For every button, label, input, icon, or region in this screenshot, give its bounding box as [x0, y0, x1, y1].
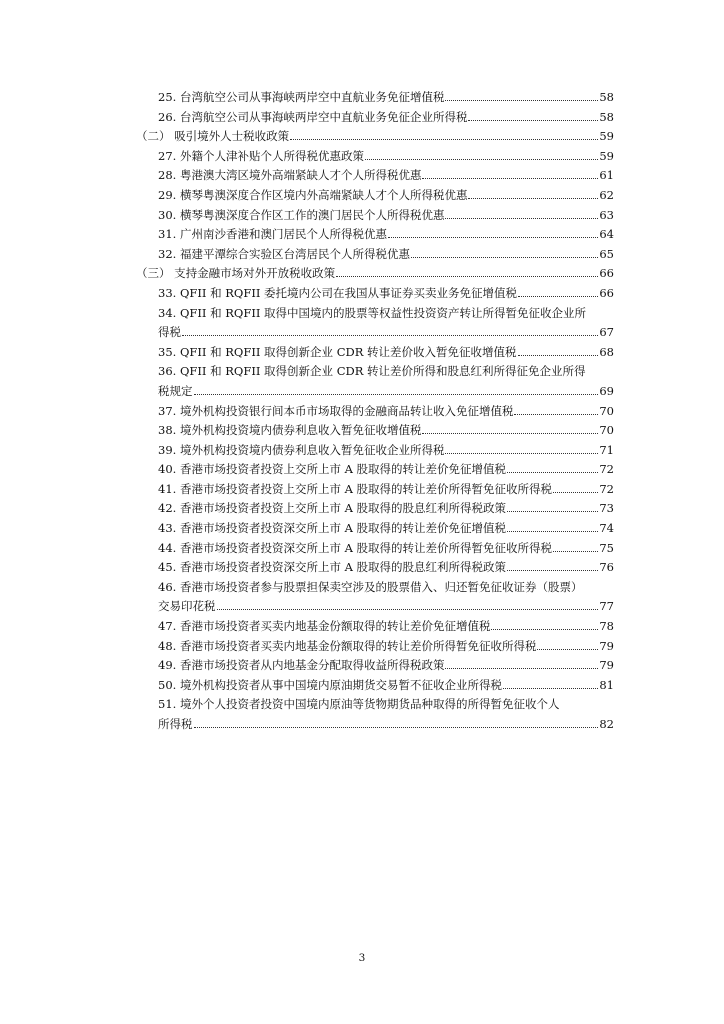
toc-entry[interactable]: [0, 421, 724, 441]
dot-leader: [507, 511, 598, 512]
toc-page-number: 63: [599, 207, 614, 222]
toc-entry-title-continued: 交易印花税: [158, 599, 216, 614]
toc-page-number: 59: [599, 148, 614, 163]
toc-entry[interactable]: [0, 676, 724, 696]
toc-entry[interactable]: [0, 558, 724, 578]
toc-entry-title: 31. 广州南沙香港和澳门居民个人所得税优惠: [158, 227, 387, 242]
toc-entry-title: 40. 香港市场投资者投资上交所上市 A 股取得的转让差价免征增值税: [158, 462, 507, 477]
toc-entry[interactable]: [0, 499, 724, 519]
toc-page-number: 70: [599, 423, 614, 438]
toc-entry-title: 49. 香港市场投资者从内地基金分配取得收益所得税政策: [158, 658, 445, 673]
toc-entry-title: 46. 香港市场投资者参与股票担保卖空涉及的股票借入、归还暂免征收证券（股票）: [158, 579, 583, 594]
dot-leader: [336, 276, 598, 277]
toc-entry[interactable]: [0, 695, 724, 734]
toc-entry-title: 42. 香港市场投资者投资上交所上市 A 股取得的股息红利所得税政策: [158, 501, 507, 516]
toc-entry-title: 29. 横琴粤澳深度合作区境内外高端紧缺人才个人所得税优惠: [158, 187, 468, 202]
toc-entry-title: 26. 台湾航空公司从事海峡两岸空中直航业务免征企业所得税: [158, 109, 468, 124]
toc-page-number: 69: [599, 383, 614, 398]
toc-page-number: 76: [599, 560, 614, 575]
toc-entry[interactable]: [0, 656, 724, 676]
dot-leader: [422, 178, 598, 179]
toc-entry[interactable]: [0, 617, 724, 637]
toc-section-entry[interactable]: [0, 127, 724, 147]
dot-leader: [518, 296, 598, 297]
dot-leader: [388, 237, 598, 238]
toc-entry-title-continued: 得税: [158, 325, 181, 340]
toc-page-number: 59: [599, 129, 614, 144]
toc-page-number: 70: [599, 403, 614, 418]
toc-page-number: 73: [599, 501, 614, 516]
dot-leader: [514, 414, 598, 415]
dot-leader: [468, 198, 598, 199]
toc-page-number: 75: [599, 540, 614, 555]
toc-entry-title: 43. 香港市场投资者投资深交所上市 A 股取得的转让差价免征增值税: [158, 521, 507, 536]
toc-entry-title: （二） 吸引境外人士税收政策: [136, 129, 290, 144]
toc-page-number: 72: [599, 481, 614, 496]
toc-page-number: 74: [599, 521, 614, 536]
toc-page-number: 62: [599, 187, 614, 202]
dot-leader: [491, 629, 598, 630]
toc-entry[interactable]: [0, 402, 724, 422]
toc-page-number: 71: [599, 442, 614, 457]
dot-leader: [194, 727, 599, 728]
dot-leader: [537, 649, 598, 650]
toc-entry[interactable]: [0, 88, 724, 108]
toc-entry[interactable]: [0, 578, 724, 617]
dot-leader: [553, 492, 598, 493]
toc-entry[interactable]: [0, 147, 724, 167]
toc-entry[interactable]: [0, 304, 724, 343]
dot-leader: [553, 551, 598, 552]
toc-page-number: 81: [599, 677, 614, 692]
toc-page-number: 78: [599, 619, 614, 634]
toc-entry-title-continued: 所得税: [158, 717, 193, 731]
dot-leader: [503, 688, 598, 689]
toc-entry[interactable]: [0, 206, 724, 226]
dot-leader: [411, 257, 598, 258]
toc-entry[interactable]: [0, 225, 724, 245]
toc-entry-title: 38. 境外机构投资境内债券利息收入暂免征收增值税: [158, 423, 422, 438]
toc-entry-title: 48. 香港市场投资者买卖内地基金份额取得的转让差价所得暂免征收所得税: [158, 638, 537, 653]
toc-entry-title: 51. 境外个人投资者投资中国境内原油等货物期货品种取得的所得暂免征收个人: [158, 697, 560, 712]
toc-page-number: 68: [599, 344, 614, 359]
toc-entry[interactable]: [0, 460, 724, 480]
toc-page-number: 79: [599, 638, 614, 653]
toc-entry[interactable]: [0, 343, 724, 363]
toc-entry[interactable]: [0, 108, 724, 128]
toc-page-number: 66: [599, 266, 614, 281]
dot-leader: [182, 335, 598, 336]
toc-entry[interactable]: [0, 441, 724, 461]
toc-entry[interactable]: [0, 284, 724, 304]
dot-leader: [445, 100, 598, 101]
toc-entry-title: 45. 香港市场投资者投资深交所上市 A 股取得的股息红利所得税政策: [158, 560, 507, 575]
toc-page-number: 82: [599, 717, 614, 731]
toc-page-number: 77: [599, 599, 614, 614]
toc-entry-title-continued: 税规定: [158, 383, 193, 398]
toc-entry-title: 36. QFII 和 RQFII 取得创新企业 CDR 转让差价所得和股息红利所得征免企业所得: [158, 364, 586, 379]
dot-leader: [290, 139, 598, 140]
dot-leader: [518, 355, 599, 356]
toc-entry-title: （三） 支持金融市场对外开放税收政策: [136, 266, 336, 281]
toc-entry-title: 32. 福建平潭综合实验区台湾居民个人所得税优惠: [158, 246, 410, 261]
toc-entry-title: 34. QFII 和 RQFII 取得中国境内的股票等权益性投资资产转让所得暂免征收企业所: [158, 305, 587, 320]
toc-page-number: 58: [599, 109, 614, 124]
toc-page-number: 64: [599, 227, 614, 242]
toc-entry-title: 47. 香港市场投资者买卖内地基金份额取得的转让差价免征增值税: [158, 619, 491, 634]
toc-page-number: 61: [599, 168, 614, 183]
toc-section-entry[interactable]: [0, 264, 724, 284]
toc-entry-title: 33. QFII 和 RQFII 委托境内公司在我国从事证券买卖业务免征增值税: [158, 285, 518, 300]
dot-leader: [217, 609, 599, 610]
toc-entry[interactable]: [0, 186, 724, 206]
toc-entry-title: 27. 外籍个人津补贴个人所得税优惠政策: [158, 148, 364, 163]
dot-leader: [365, 159, 598, 160]
toc-entry[interactable]: [0, 166, 724, 186]
page-number: 3: [358, 952, 366, 964]
toc-page-number: 67: [599, 325, 614, 340]
toc-entry[interactable]: [0, 245, 724, 265]
toc-entry-title: 37. 境外机构投资银行间本币市场取得的金融商品转让收入免征增值税: [158, 403, 514, 418]
toc-entry-title: 50. 境外机构投资者从事中国境内原油期货交易暂不征收企业所得税: [158, 677, 502, 692]
toc-page-number: 65: [599, 246, 614, 261]
dot-leader: [468, 120, 598, 121]
toc-entry-title: 39. 境外机构投资境内债券利息收入暂免征收企业所得税: [158, 442, 445, 457]
toc-entry-title: 44. 香港市场投资者投资深交所上市 A 股取得的转让差价所得暂免征收所得税: [158, 540, 553, 555]
toc-entry-title: 28. 粤港澳大湾区境外高端紧缺人才个人所得税优惠: [158, 168, 422, 183]
toc-page-number: 66: [599, 285, 614, 300]
toc-entry-title: 35. QFII 和 RQFII 取得创新企业 CDR 转让差价收入暂免征收增值税: [158, 344, 517, 359]
toc-entry-title: 30. 横琴粤澳深度合作区工作的澳门居民个人所得税优惠: [158, 207, 445, 222]
toc-entry-title: 25. 台湾航空公司从事海峡两岸空中直航业务免征增值税: [158, 90, 445, 104]
dot-leader: [194, 394, 599, 395]
toc-entry-title: 41. 香港市场投资者投资上交所上市 A 股取得的转让差价所得暂免征收所得税: [158, 481, 553, 496]
dot-leader: [507, 570, 598, 571]
toc-entry[interactable]: [0, 480, 724, 500]
dot-leader: [445, 453, 598, 454]
toc-entry[interactable]: [0, 637, 724, 657]
toc-entry[interactable]: [0, 539, 724, 559]
dot-leader: [507, 472, 598, 473]
toc-entry[interactable]: [0, 519, 724, 539]
dot-leader: [445, 218, 598, 219]
toc-page-number: 79: [599, 658, 614, 673]
toc-entry[interactable]: [0, 362, 724, 401]
dot-leader: [445, 668, 598, 669]
dot-leader: [422, 433, 598, 434]
toc-page-number: 58: [599, 90, 614, 104]
toc-page-number: 72: [599, 462, 614, 477]
table-of-contents: [0, 88, 724, 735]
dot-leader: [507, 531, 598, 532]
